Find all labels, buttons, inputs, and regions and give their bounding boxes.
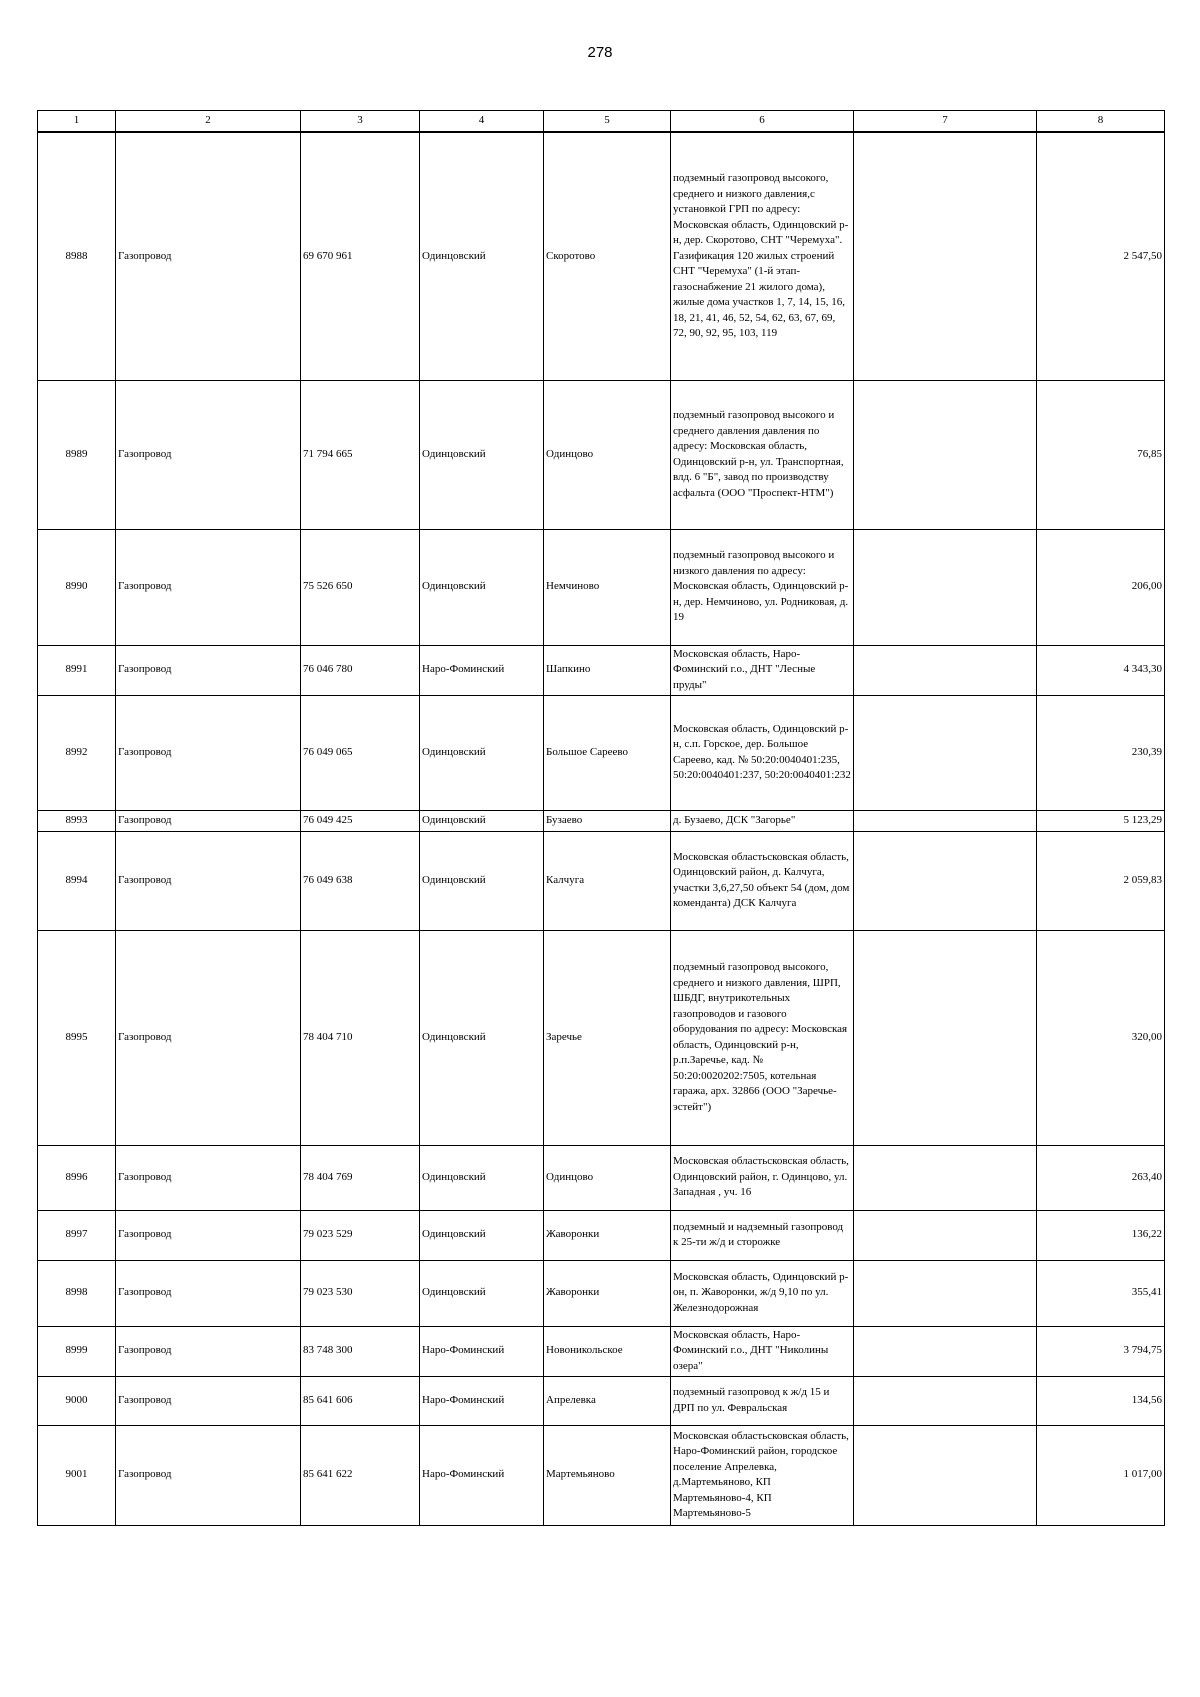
column-7-cell <box>854 1326 1037 1376</box>
object-value: 2 059,83 <box>1037 831 1165 930</box>
district: Одинцовский <box>420 1260 544 1326</box>
table-row <box>38 1376 1165 1425</box>
district: Одинцовский <box>420 380 544 529</box>
column-7-cell <box>854 380 1037 529</box>
object-code: 71 794 665 <box>301 380 420 529</box>
object-code: 79 023 529 <box>301 1210 420 1260</box>
district: Наро-Фоминский <box>420 1425 544 1525</box>
column-7-cell <box>854 831 1037 930</box>
object-code: 79 023 530 <box>301 1260 420 1326</box>
object-type: Газопровод <box>116 1425 301 1525</box>
object-type: Газопровод <box>116 529 301 645</box>
district: Одинцовский <box>420 529 544 645</box>
header-cell: 3 <box>301 111 420 133</box>
column-7-cell <box>854 810 1037 831</box>
object-description: подземный газопровод высокого и среднего давления давления по адресу: Московская область, Одинцовский р-н, ул. Транспортная, влд. 6 "Б", завод по производству асфальта (ООО "Проспект-НТМ") <box>671 380 854 529</box>
header-cell: 7 <box>854 111 1037 133</box>
locality: Мартемьяново <box>544 1425 671 1525</box>
district: Одинцовский <box>420 810 544 831</box>
table-row <box>38 529 1165 645</box>
table-row <box>38 831 1165 930</box>
row-number: 8993 <box>38 810 116 831</box>
table-row <box>38 645 1165 695</box>
table-row <box>38 132 1165 380</box>
column-7-cell <box>854 1260 1037 1326</box>
locality: Заречье <box>544 930 671 1145</box>
object-type: Газопровод <box>116 1376 301 1425</box>
table-row <box>38 930 1165 1145</box>
object-value: 355,41 <box>1037 1260 1165 1326</box>
row-number: 8992 <box>38 695 116 810</box>
object-type: Газопровод <box>116 930 301 1145</box>
object-code: 83 748 300 <box>301 1326 420 1376</box>
column-7-cell <box>854 1210 1037 1260</box>
header-cell: 4 <box>420 111 544 133</box>
header-cell: 2 <box>116 111 301 133</box>
object-value: 76,85 <box>1037 380 1165 529</box>
district: Одинцовский <box>420 1210 544 1260</box>
district: Одинцовский <box>420 930 544 1145</box>
object-value: 136,22 <box>1037 1210 1165 1260</box>
object-description: Московская областьсковская область, Одинцовский район, д. Калчуга, участки 3,6,27,50 объект 54 (дом, дом коменданта) ДСК Калчуга <box>671 831 854 930</box>
object-code: 75 526 650 <box>301 529 420 645</box>
object-type: Газопровод <box>116 1145 301 1210</box>
district: Одинцовский <box>420 1145 544 1210</box>
table-row <box>38 1326 1165 1376</box>
object-description: Московская область, Наро-Фоминский г.о., ДНТ "Лесные пруды" <box>671 645 854 695</box>
district: Наро-Фоминский <box>420 645 544 695</box>
object-description: Московская областьсковская область, Одинцовский район, г. Одинцово, ул. Западная , уч. 16 <box>671 1145 854 1210</box>
locality: Немчиново <box>544 529 671 645</box>
object-code: 76 049 425 <box>301 810 420 831</box>
object-description: подземный газопровод к ж/д 15 и ДРП по ул. Февральская <box>671 1376 854 1425</box>
locality: Бузаево <box>544 810 671 831</box>
locality: Шапкино <box>544 645 671 695</box>
object-description: Московская область, Одинцовский р-он, п. Жаворонки, ж/д 9,10 по ул. Железнодорожная <box>671 1260 854 1326</box>
object-code: 85 641 606 <box>301 1376 420 1425</box>
object-type: Газопровод <box>116 645 301 695</box>
table-row <box>38 1210 1165 1260</box>
object-value: 206,00 <box>1037 529 1165 645</box>
object-type: Газопровод <box>116 810 301 831</box>
row-number: 8998 <box>38 1260 116 1326</box>
object-value: 1 017,00 <box>1037 1425 1165 1525</box>
header-cell: 1 <box>38 111 116 133</box>
row-number: 8991 <box>38 645 116 695</box>
object-type: Газопровод <box>116 695 301 810</box>
column-7-cell <box>854 529 1037 645</box>
locality: Калчуга <box>544 831 671 930</box>
object-description: подземный и надземный газопровод к 25-ти ж/д и сторожке <box>671 1210 854 1260</box>
row-number: 8995 <box>38 930 116 1145</box>
object-description: Московская область, Наро-Фоминский г.о., ДНТ "Николины озера" <box>671 1326 854 1376</box>
locality: Одинцово <box>544 380 671 529</box>
locality: Скоротово <box>544 132 671 380</box>
header-cell: 5 <box>544 111 671 133</box>
object-value: 134,56 <box>1037 1376 1165 1425</box>
row-number: 9000 <box>38 1376 116 1425</box>
page-number: 278 <box>587 44 613 61</box>
object-code: 85 641 622 <box>301 1425 420 1525</box>
table-row <box>38 1260 1165 1326</box>
column-7-cell <box>854 930 1037 1145</box>
row-number: 8999 <box>38 1326 116 1376</box>
locality: Одинцово <box>544 1145 671 1210</box>
table-row <box>38 1145 1165 1210</box>
column-7-cell <box>854 1425 1037 1525</box>
district: Одинцовский <box>420 831 544 930</box>
header-cell: 8 <box>1037 111 1165 133</box>
object-description: д. Бузаево, ДСК "Загорье" <box>671 810 854 831</box>
object-description: Московская областьсковская область, Наро-Фоминский район, городское поселение Апрелевка, д.Мартемьяново, КП Мартемьяново-4, КП Мартемьяново-5 <box>671 1425 854 1525</box>
object-type: Газопровод <box>116 1326 301 1376</box>
header-row <box>38 111 1165 133</box>
column-7-cell <box>854 1376 1037 1425</box>
locality: Большое Сареево <box>544 695 671 810</box>
object-type: Газопровод <box>116 1260 301 1326</box>
object-value: 230,39 <box>1037 695 1165 810</box>
object-value: 320,00 <box>1037 930 1165 1145</box>
row-number: 8996 <box>38 1145 116 1210</box>
row-number: 8988 <box>38 132 116 380</box>
object-value: 4 343,30 <box>1037 645 1165 695</box>
object-type: Газопровод <box>116 831 301 930</box>
column-7-cell <box>854 132 1037 380</box>
locality: Новоникольское <box>544 1326 671 1376</box>
column-7-cell <box>854 1145 1037 1210</box>
register-table <box>37 110 1165 1526</box>
object-value: 263,40 <box>1037 1145 1165 1210</box>
object-type: Газопровод <box>116 1210 301 1260</box>
table-row <box>38 695 1165 810</box>
district: Одинцовский <box>420 695 544 810</box>
object-type: Газопровод <box>116 132 301 380</box>
district: Одинцовский <box>420 132 544 380</box>
row-number: 9001 <box>38 1425 116 1525</box>
object-code: 76 049 065 <box>301 695 420 810</box>
object-description: подземный газопровод высокого и низкого давления по адресу: Московская область, Одинцовский р-н, дер. Немчиново, ул. Родниковая, д. 19 <box>671 529 854 645</box>
district: Наро-Фоминский <box>420 1326 544 1376</box>
object-description: Московская область, Одинцовский р-н, с.п. Горское, дер. Большое Сареево, кад. № 50:20:0040401:235, 50:20:0040401:237, 50:20:0040401:232 <box>671 695 854 810</box>
object-value: 2 547,50 <box>1037 132 1165 380</box>
object-code: 76 046 780 <box>301 645 420 695</box>
object-description: подземный газопровод высокого, среднего и низкого давления,с установкой ГРП по адресу: Московская область, Одинцовский р-н, дер. Скоротово, СНТ "Черемуха". Газификация 120 жилых строений СНТ "Черемуха" (1-й этап-газоснабжение 21 жилого дома), жилые дома участков 1, 7, 14, 15, 16, 18, 21, 41, 46, 52, 54, 62, 63, 67, 69, 72, 90, 92, 95, 103, 119 <box>671 132 854 380</box>
object-code: 78 404 710 <box>301 930 420 1145</box>
locality: Жаворонки <box>544 1210 671 1260</box>
object-description: подземный газопровод высокого, среднего и низкого давления, ШРП, ШБДГ, внутрикотельных газопроводов и газового оборудования по адресу: Московская область, Одинцовский р-н, р.п.Заречье, кад. № 50:20:0020202:7505, котельная гаража, арх. 32866 (ООО "Заречье-эстейт") <box>671 930 854 1145</box>
locality: Жаворонки <box>544 1260 671 1326</box>
object-code: 76 049 638 <box>301 831 420 930</box>
object-code: 69 670 961 <box>301 132 420 380</box>
object-value: 3 794,75 <box>1037 1326 1165 1376</box>
row-number: 8989 <box>38 380 116 529</box>
object-value: 5 123,29 <box>1037 810 1165 831</box>
column-7-cell <box>854 695 1037 810</box>
header-cell: 6 <box>671 111 854 133</box>
district: Наро-Фоминский <box>420 1376 544 1425</box>
object-type: Газопровод <box>116 380 301 529</box>
row-number: 8990 <box>38 529 116 645</box>
row-number: 8997 <box>38 1210 116 1260</box>
table-row <box>38 380 1165 529</box>
column-7-cell <box>854 645 1037 695</box>
table-row <box>38 1425 1165 1525</box>
table-row <box>38 810 1165 831</box>
locality: Апрелевка <box>544 1376 671 1425</box>
object-code: 78 404 769 <box>301 1145 420 1210</box>
row-number: 8994 <box>38 831 116 930</box>
